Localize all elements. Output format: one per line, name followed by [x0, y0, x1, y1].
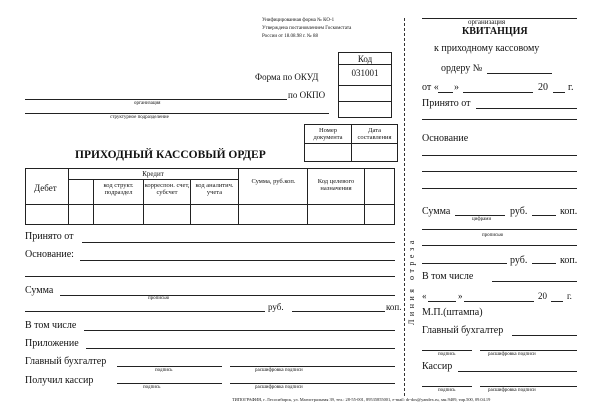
receipt-date2-open: «	[422, 291, 427, 301]
code-header-label: Код	[357, 54, 373, 64]
receipt-title: КВИТАНЦИЯ	[462, 26, 528, 37]
receipt-order-no-label: ордеру №	[441, 63, 483, 74]
receipt-sum-words-line-3[interactable]	[422, 263, 507, 264]
receipt-year2-line[interactable]	[551, 301, 563, 302]
receipt-basis-line-3[interactable]	[422, 188, 577, 189]
kop-line[interactable]	[292, 311, 385, 312]
receipt-chief-decoding-caption: расшифровка подписи	[488, 352, 536, 357]
chief-accountant-decoding-line[interactable]	[230, 366, 395, 367]
cashier-received-label: Получил кассир	[25, 375, 94, 386]
rub-label: руб.	[268, 302, 284, 312]
sum-header: Сумма, руб.коп.	[251, 178, 296, 185]
doc-number-header: Номер документа	[313, 127, 343, 141]
debit-header: Дебет	[34, 183, 57, 193]
corr-account-header: корреспон. счет, субсчет	[144, 182, 190, 196]
okud-label: Форма по ОКУД	[255, 72, 319, 82]
extra-code-cell[interactable]	[338, 101, 392, 118]
receipt-basis-line-2[interactable]	[422, 171, 577, 172]
cut-line-label: Линия отреза	[407, 237, 416, 325]
receipt-chief-decoding-line[interactable]	[480, 350, 577, 351]
receipt-date-open: от «	[422, 82, 439, 93]
page-title: ПРИХОДНЫЙ КАССОВЫЙ ОРДЕР	[75, 149, 266, 161]
division-code-header: код структ. подраздел	[103, 182, 134, 196]
receipt-chief-signature-caption: подпись	[438, 352, 456, 357]
cut-line	[404, 18, 405, 396]
receipt-sum-digits-line[interactable]	[455, 215, 505, 216]
division-caption: структурное подразделение	[110, 115, 169, 120]
receipt-order-no-line[interactable]	[487, 73, 552, 74]
kop-label: коп.	[386, 302, 402, 312]
unified-form-line3: России от 18.08.98 г. № 88	[262, 34, 318, 39]
receipt-year2-suffix: г.	[567, 291, 572, 301]
receipt-day2-line[interactable]	[428, 301, 456, 302]
receipt-received-line-2[interactable]	[422, 119, 577, 120]
okpo-code-cell[interactable]	[338, 85, 392, 102]
received-from-label: Принято от	[25, 231, 74, 242]
okud-code-value: 031001	[351, 68, 379, 78]
cashier-decoding-line[interactable]	[230, 383, 395, 384]
accounting-table	[25, 168, 395, 225]
receipt-cashier-signature-line[interactable]	[422, 386, 472, 387]
unified-form-line2: Утверждена постановлением Госкомстата	[262, 26, 352, 31]
cashier-signature-line[interactable]	[117, 383, 222, 384]
receipt-received-from-line[interactable]	[476, 108, 577, 109]
receipt-year-line[interactable]	[553, 92, 565, 93]
receipt-basis-line-1[interactable]	[422, 155, 577, 156]
receipt-cashier-signature-caption: подпись	[438, 388, 456, 393]
receipt-stamp-label: М.П.(штампа)	[422, 307, 483, 318]
receipt-cashier-decoding-caption: расшифровка подписи	[488, 388, 536, 393]
receipt-received-from-label: Принято от	[422, 98, 471, 109]
organization-caption: организация	[134, 101, 161, 106]
receipt-year-prefix: 20	[538, 82, 548, 93]
cashier-decoding-caption: расшифровка подписи	[255, 385, 303, 390]
sum-label: Сумма	[25, 285, 54, 296]
receipt-to-order-label: к приходному кассовому	[434, 43, 540, 54]
receipt-chief-accountant-line[interactable]	[512, 335, 577, 336]
basis-label: Основание:	[25, 249, 74, 260]
receipt-sum-label: Сумма	[422, 206, 451, 217]
receipt-cashier-decoding-line[interactable]	[480, 386, 577, 387]
basis-line-2[interactable]	[25, 276, 395, 277]
unified-form-line1: Унифицированная форма № КО-1	[262, 18, 335, 23]
target-code-header: Код целевого назначения	[317, 178, 355, 192]
chief-accountant-signature-line[interactable]	[117, 366, 222, 367]
receipt-digits-caption: цифрами	[472, 217, 492, 222]
receipt-date2-close: »	[458, 291, 463, 301]
organization-line[interactable]	[25, 99, 287, 100]
receipt-day-line[interactable]	[438, 92, 453, 93]
receipt-including-line[interactable]	[492, 281, 577, 282]
analytics-code-header: код аналитич. учета	[195, 182, 234, 196]
credit-header: Кредит	[142, 170, 164, 178]
attachment-label: Приложение	[25, 338, 79, 349]
receipt-sum-words-line-1[interactable]	[422, 229, 577, 230]
okud-code-cell	[338, 64, 392, 86]
receipt-month-line[interactable]	[463, 92, 533, 93]
receipt-org-caption: организация	[468, 18, 506, 26]
receipt-year-suffix: г.	[568, 82, 574, 93]
receipt-kop-digits-line[interactable]	[532, 215, 556, 216]
receipt-basis-label: Основание	[422, 133, 469, 144]
doc-number-date-table	[304, 124, 398, 162]
receipt-chief-signature-line[interactable]	[422, 350, 472, 351]
receipt-words-caption: прописью	[482, 233, 504, 238]
sum-line-2[interactable]	[25, 311, 265, 312]
receipt-year2-prefix: 20	[538, 291, 547, 301]
receipt-rub-label: руб.	[510, 206, 528, 217]
chief-decoding-caption: расшифровка подписи	[255, 368, 303, 373]
doc-date-header: Дата составления	[357, 127, 392, 141]
receipt-chief-accountant-label: Главный бухгалтер	[422, 325, 504, 336]
receipt-rub-label-2: руб.	[510, 255, 528, 266]
division-line[interactable]	[25, 113, 329, 114]
receipt-kop-label: коп.	[560, 206, 578, 217]
sum-words-caption: прописью	[148, 296, 170, 301]
receipt-date-close: »	[454, 82, 459, 93]
cashier-signature-caption: подпись	[143, 385, 161, 390]
including-label: В том числе	[25, 320, 77, 331]
receipt-kop-words-line[interactable]	[532, 263, 556, 264]
chief-signature-caption: подпись	[155, 368, 173, 373]
receipt-including-label: В том числе	[422, 271, 474, 282]
receipt-cashier-label: Кассир	[422, 361, 453, 372]
chief-accountant-label: Главный бухгалтер	[25, 356, 107, 367]
printer-footer: ТИПОГРАФИЯ, г. Лесосибирск, ул. Магистральная 39, тел.: 28-55-001, 89535855001, e-mail: dr-dos@yandex.ru, зак.9409, тир.500, 09.04.19	[232, 397, 491, 402]
receipt-kop-label-2: коп.	[560, 255, 578, 266]
okpo-label: по ОКПО	[288, 90, 326, 100]
receipt-month2-line[interactable]	[464, 301, 534, 302]
receipt-cashier-line[interactable]	[458, 371, 577, 372]
receipt-sum-words-line-2[interactable]	[422, 245, 577, 246]
